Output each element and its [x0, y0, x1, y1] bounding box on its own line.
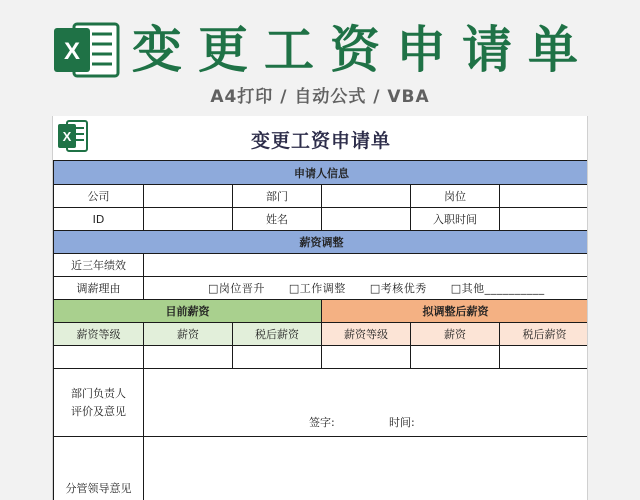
- table-row: [54, 208, 589, 231]
- section-row-adjustment: [54, 231, 589, 254]
- name-field[interactable]: [322, 208, 411, 231]
- checkbox-other[interactable]: □其他__________: [450, 282, 545, 295]
- current-salary-field[interactable]: [144, 346, 233, 369]
- supervisor-opinion-field[interactable]: [144, 437, 589, 500]
- table-row: [54, 369, 589, 437]
- label-dept-head-line1: 部门负责人: [71, 386, 126, 400]
- label-name: 姓名: [233, 208, 322, 231]
- current-salary-header: 薪资: [144, 323, 233, 346]
- adjusted-salary-header: 薪资: [411, 323, 500, 346]
- current-after-tax-field[interactable]: [233, 346, 322, 369]
- svg-text:X: X: [63, 38, 81, 65]
- adjusted-salary-field[interactable]: [411, 346, 500, 369]
- label-position: 岗位: [411, 185, 500, 208]
- table-row: [54, 346, 589, 369]
- department-field[interactable]: [322, 185, 411, 208]
- label-supervisor-opinion: [54, 437, 144, 500]
- company-field[interactable]: [144, 185, 233, 208]
- position-field[interactable]: [500, 185, 589, 208]
- label-company: 公司: [54, 185, 144, 208]
- form-sheet: [52, 116, 588, 500]
- checkbox-excellent-review[interactable]: □考核优秀: [369, 282, 427, 295]
- table-row: [54, 437, 589, 500]
- section-applicant-info: 申请人信息: [54, 161, 589, 185]
- adjusted-grade-header: 薪资等级: [322, 323, 411, 346]
- label-performance: 近三年绩效: [54, 254, 144, 277]
- time-label: 时间:: [389, 416, 415, 429]
- adjusted-grade-field[interactable]: [322, 346, 411, 369]
- label-dept-head-opinion: [54, 369, 144, 437]
- label-dept-head-line2: 评价及意见: [71, 404, 126, 418]
- checkbox-job-change[interactable]: □工作调整: [288, 282, 346, 295]
- excel-logo-icon: [52, 20, 120, 80]
- dept-head-opinion-field[interactable]: [144, 369, 589, 437]
- banner: [0, 0, 640, 110]
- section-row-applicant: [54, 161, 589, 185]
- label-supervisor-text: 分管领导意见: [65, 482, 132, 495]
- table-row: [54, 254, 589, 277]
- checkbox-promotion[interactable]: □岗位晋升: [208, 282, 265, 295]
- current-grade-field[interactable]: [54, 346, 144, 369]
- table-row: [54, 185, 589, 208]
- reason-options: [144, 277, 589, 300]
- table-row: [54, 323, 589, 346]
- label-id: ID: [54, 208, 144, 231]
- adjusted-after-tax-field[interactable]: [500, 346, 589, 369]
- header-current-salary: 目前薪资: [54, 300, 322, 323]
- label-hire-date: 入职时间: [411, 208, 500, 231]
- current-grade-header: 薪资等级: [54, 323, 144, 346]
- header-adjusted-salary: 拟调整后薪资: [322, 300, 589, 323]
- current-after-tax-header: 税后薪资: [233, 323, 322, 346]
- svg-text:X: X: [62, 129, 72, 144]
- banner-subtitle: A4打印 / 自动公式 / VBA: [210, 87, 430, 107]
- adjusted-after-tax-header: 税后薪资: [500, 323, 589, 346]
- banner-title: 变更工资申请单: [132, 21, 594, 79]
- hire-date-field[interactable]: [500, 208, 589, 231]
- sign-label: 签字:: [309, 416, 335, 429]
- form-title: 变更工资申请单: [250, 130, 391, 152]
- application-form-table: [53, 160, 588, 500]
- label-department: 部门: [233, 185, 322, 208]
- table-row: [54, 277, 589, 300]
- table-row: [54, 300, 589, 323]
- performance-field[interactable]: [144, 254, 589, 277]
- id-field[interactable]: [144, 208, 233, 231]
- section-salary-adjustment: 薪资调整: [54, 231, 589, 254]
- label-reason: 调薪理由: [54, 277, 144, 300]
